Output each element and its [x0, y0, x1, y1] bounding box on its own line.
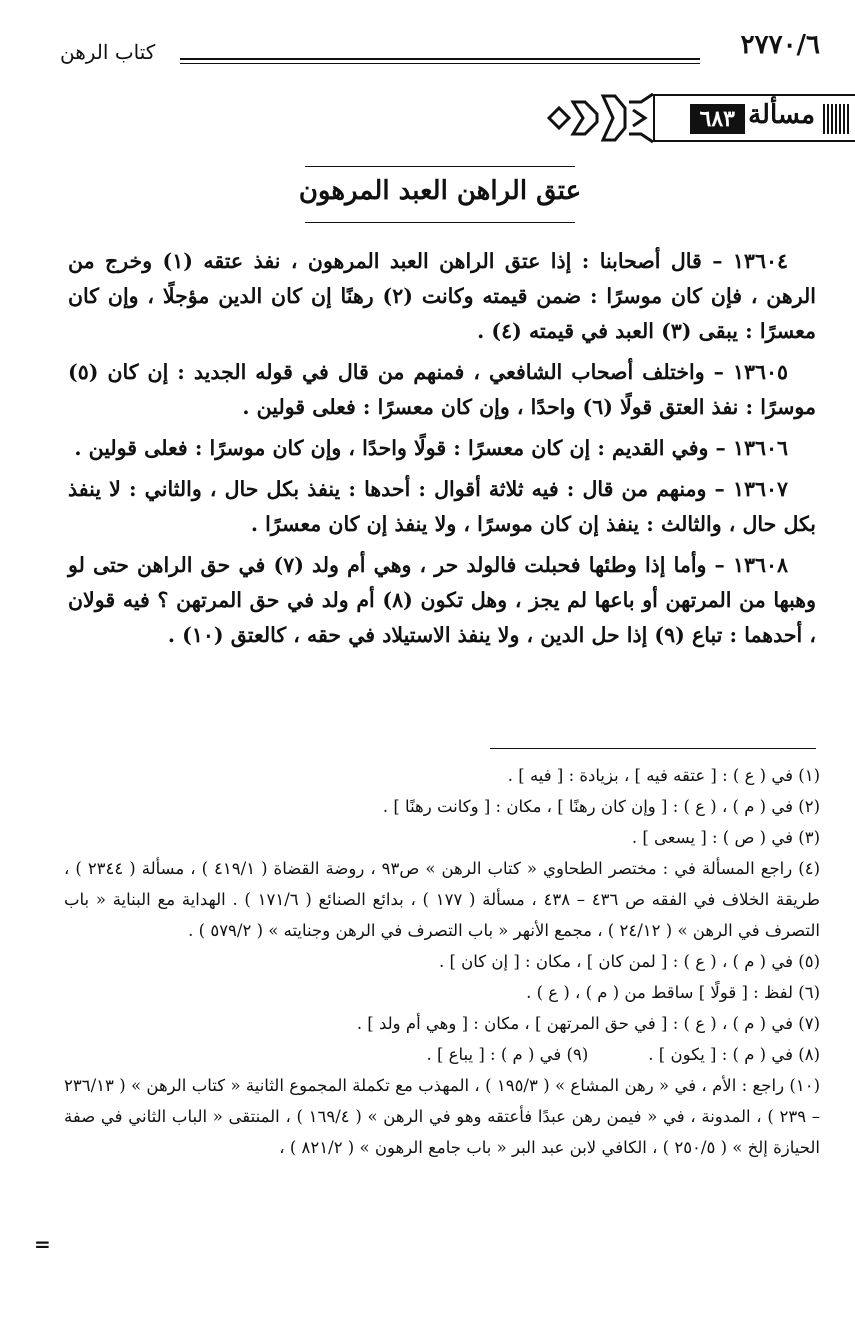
issue-number: ٦٨٣ [690, 104, 745, 134]
paragraph-13605: ١٣٦٠٥ – واختلف أصحاب الشافعي ، فمنهم من قال في قوله الجديد : إن كان (٥) موسرًا : نفذ العتق قولًا (٦) واحدًا ، وإن كان معسرًا : فعلى قولين . [68, 360, 816, 419]
page-number: ٢٧٧٠/٦ [740, 30, 820, 60]
issue-label: مسألة [748, 100, 815, 130]
book-title: كتاب الرهن [60, 40, 156, 64]
paragraph-13607: ١٣٦٠٧ – ومنهم من قال : فيه ثلاثة أقوال : أحدها : ينفذ بكل حال ، والثاني : لا ينفذ بكل حال ، والثالث : ينفذ إن كان موسرًا ، ولا ينفذ إن كان معسرًا . [68, 477, 816, 536]
paragraph-13606: ١٣٦٠٦ – وفي القديم : إن كان معسرًا : قولًا واحدًا ، وإن كان موسرًا : فعلى قولين . [74, 436, 788, 460]
header-rule-thin [180, 63, 700, 64]
page-header [60, 30, 820, 70]
footnote-6: (٦) لفظ : [ قولًا ] ساقط من ( م ) ، ( ع ) . [526, 983, 820, 1002]
footnote-8: (٨) في ( م ) : [ يكون ] . [648, 1045, 820, 1064]
footnote-3: (٣) في ( ص ) : [ يسعى ] . [631, 828, 820, 847]
footnote-rule [490, 748, 816, 749]
footnote-1: (١) في ( ع ) : [ عتقه فيه ] ، بزيادة : [ فيه ] . [507, 766, 820, 785]
issue-banner [545, 88, 855, 148]
paragraph-13608: ١٣٦٠٨ – وأما إذا وطئها فحبلت فالولد حر ، وهي أم ولد (٧) في حق الراهن حتى لو وهبها من المرتهن أو باعها لم يجز ، وهل تكون (٨) أم ولد في حق المرتهن ؟ فيه قولان ، أحدهما : تباع (٩) إذا حل الدين ، ولا ينفذ الاستيلاد في حقه ، كالعتق (١٠) . [68, 553, 816, 647]
title-rule-bottom [305, 222, 575, 223]
ornament-icon [545, 88, 655, 148]
continuation-mark: = [34, 1232, 51, 1256]
footnote-pair [64, 1039, 820, 1070]
footnote-4: (٤) راجع المسألة في : مختصر الطحاوي « كتاب الرهن » ص٩٣ ، روضة القضاة ( ٤١٩/١ ) ، مسألة ( ٢٣٤٤ ) ، طريقة الخلاف في الفقه ص ٤٣٦ – ٤٣٨ ، مسألة ( ١٧٧ ) ، بدائع الصنائع ( ١٧١/٦ ) . الهداية مع البناية « باب التصرف في الرهن » ( ٢٤/١٢ ) ، مجمع الأنهر « باب التصرف في الرهن وجنايته » ( ٥٧٩/٢ ) . [64, 859, 821, 940]
footnote-7: (٧) في ( م ) ، ( ع ) : [ في حق المرتهن ] ، مكان : [ وهي أم ولد ] . [356, 1014, 820, 1033]
title-rule-top [305, 166, 575, 167]
footnote-10: (١٠) راجع : الأم ، في « رهن المشاع » ( ١٩٥/٣ ) ، المهذب مع تكملة المجموع الثانية « كتاب الرهن » ( ٢٣٦/١٣ – ٢٣٩ ) ، المدونة ، في « فيمن رهن عبدًا فأعتقه وهو في الرهن » ( ١٦٩/٤ ) ، المنتقى « الباب الثاني في صفة الحيازة إلخ » ( ٢٥٠/٥ ) ، الكافي لابن عبد البر « باب جامع الرهون » ( ٨٢١/٢ ) ، [64, 1076, 821, 1157]
footnotes [64, 760, 820, 1163]
footnote-2: (٢) في ( م ) ، ( ع ) : [ وإن كان رهنًا ] ، مكان : [ وكانت رهنًا ] . [382, 797, 820, 816]
header-rule [180, 58, 700, 60]
footnote-9: (٩) في ( م ) : [ يباع ] . [426, 1045, 589, 1064]
paragraph-13604: ١٣٦٠٤ – قال أصحابنا : إذا عتق الراهن العبد المرهون ، نفذ عتقه (١) وخرج من الرهن ، فإن كان موسرًا : ضمن قيمته وكانت (٢) رهنًا إن كان الدين مؤجلًا ، وإن كان معسرًا : يبقى (٣) العبد في قيمته (٤) . [68, 249, 816, 343]
banner-box [653, 94, 855, 142]
section-title: عتق الراهن العبد المرهون [298, 176, 582, 206]
banner-stripes [823, 104, 851, 134]
main-text [68, 244, 816, 659]
footnote-5: (٥) في ( م ) ، ( ع ) : [ لمن كان ] ، مكان : [ إن كان ] . [438, 952, 820, 971]
